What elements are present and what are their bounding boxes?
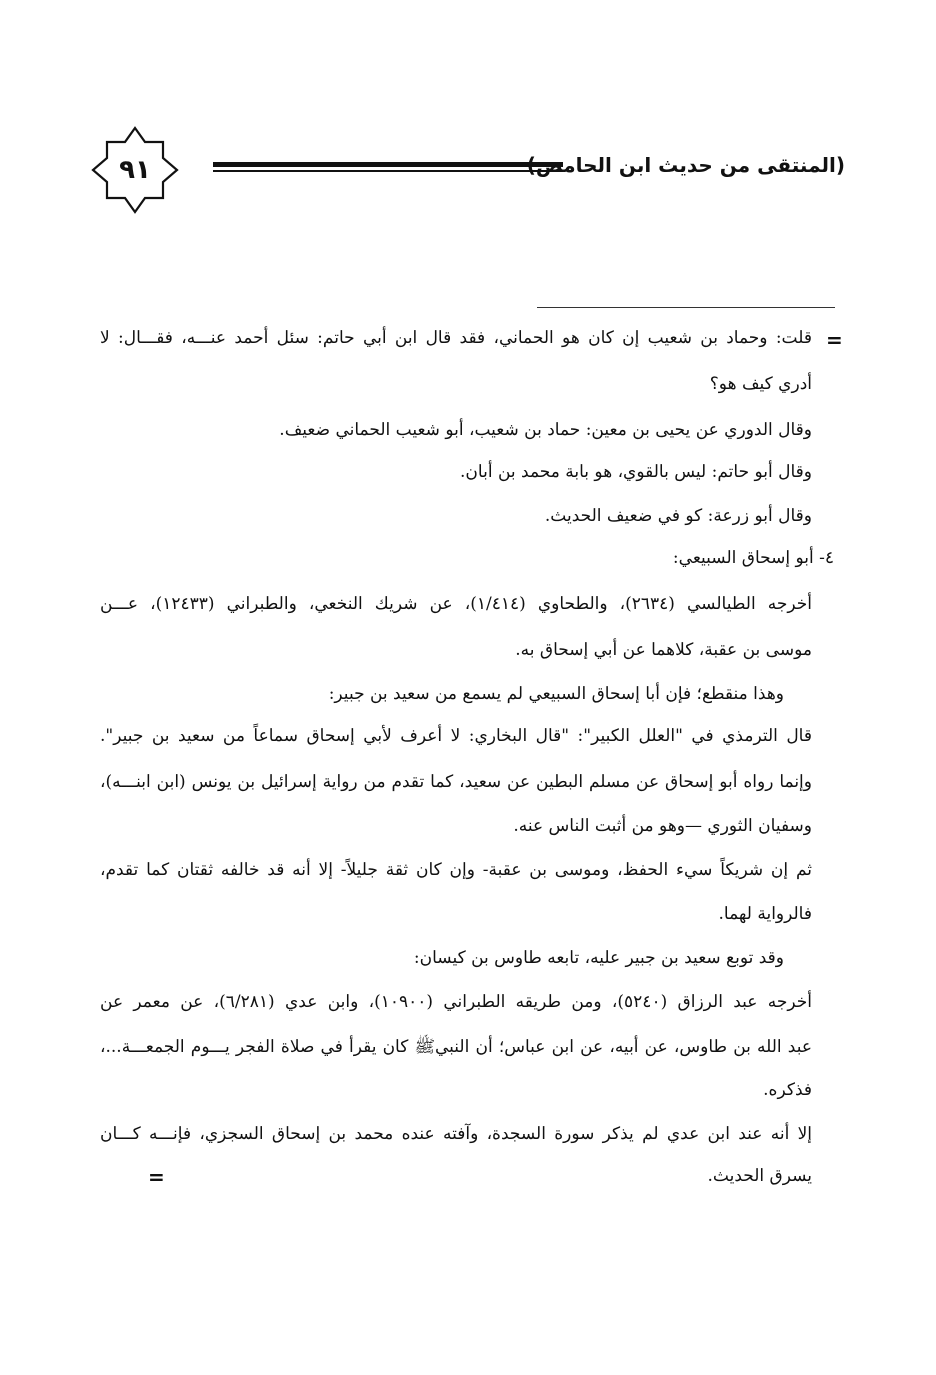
text-line: وهذا منقطع؛ فإن أبا إسحاق السبيعي لم يسمع من سعيد بن جبير:: [328, 684, 784, 704]
text-line: وإنما رواه أبو إسحاق عن مسلم البطين عن سعيد، كما تقدم من رواية إسرائيل بن يونس (ابن ابنـــه)،: [100, 772, 812, 792]
text-line: أخرجه عبد الرزاق (٥٢٤٠)، ومن طريقه الطبراني (١٠٩٠٠)، وابن عدي (٦/٢٨١)، عن معمر عن: [100, 992, 813, 1012]
continuation-mark-bottom: =: [148, 1165, 165, 1189]
text-line: موسى بن عقبة، كلاهما عن أبي إسحاق به.: [515, 640, 812, 660]
body-text: [100, 0, 834, 1375]
text-line: فالرواية لهما.: [718, 904, 812, 924]
text-line: وقال أبو زرعة: كو في ضعيف الحديث.: [544, 506, 812, 526]
text-line: فذكره.: [763, 1080, 812, 1100]
text-line: وقال أبو حاتم: ليس بالقوي، هو بابة محمد بن أبان.: [460, 462, 812, 482]
text-line: أدري كيف هو؟: [709, 374, 812, 394]
text-line: يسرق الحديث.: [707, 1166, 812, 1186]
text-line: وقد توبع سعيد بن جبير عليه، تابعه طاوس بن كيسان:: [413, 948, 784, 968]
page-number: ٩١: [119, 155, 151, 185]
text-line: ثم إن شريكاً سيء الحفظ، وموسى بن عقبة- وإن كان ثقة جليلاً- إلا أنه قد خالفه ثقتان كما تقدم،: [100, 860, 812, 880]
section-heading: ٤- أبو إسحاق السبيعي:: [672, 548, 834, 568]
text-line: وقال الدوري عن يحيى بن معين: حماد بن شعيب، أبو شعيب الحماني ضعيف.: [279, 420, 812, 440]
continuation-mark-top: =: [826, 328, 843, 352]
text-line: وسفيان الثوري —وهو من أثبت الناس عنه.: [513, 816, 812, 836]
running-title: (المنتقى من حديث ابن الحامض): [526, 153, 845, 177]
text-line: قال الترمذي في "العلل الكبير": "قال البخاري: لا أعرف لأبي إسحاق سماعاً من سعيد بن جبير".: [100, 726, 812, 746]
text-line: عبد الله بن طاوس، عن أبيه، عن ابن عباس؛ أن النبيﷺ كان يقرأ في صلاة الفجر يـــوم الجمعـــة...،: [100, 1037, 812, 1057]
text-line: قلت: وحماد بن شعيب إن كان هو الحماني، فقد قال ابن أبي حاتم: سئل أحمد عنـــه، فقـــال: لا: [100, 328, 812, 348]
text-line: أخرجه الطيالسي (٢٦٣٤)، والطحاوي (١/٤١٤)، عن شريك النخعي، والطبراني (١٢٤٣٣)، عـــن: [100, 594, 812, 614]
text-line: إلا أنه عند ابن عدي لم يذكر سورة السجدة، وآفته عنده محمد بن إسحاق السجزي، فإنـــه كـــان: [100, 1124, 812, 1144]
